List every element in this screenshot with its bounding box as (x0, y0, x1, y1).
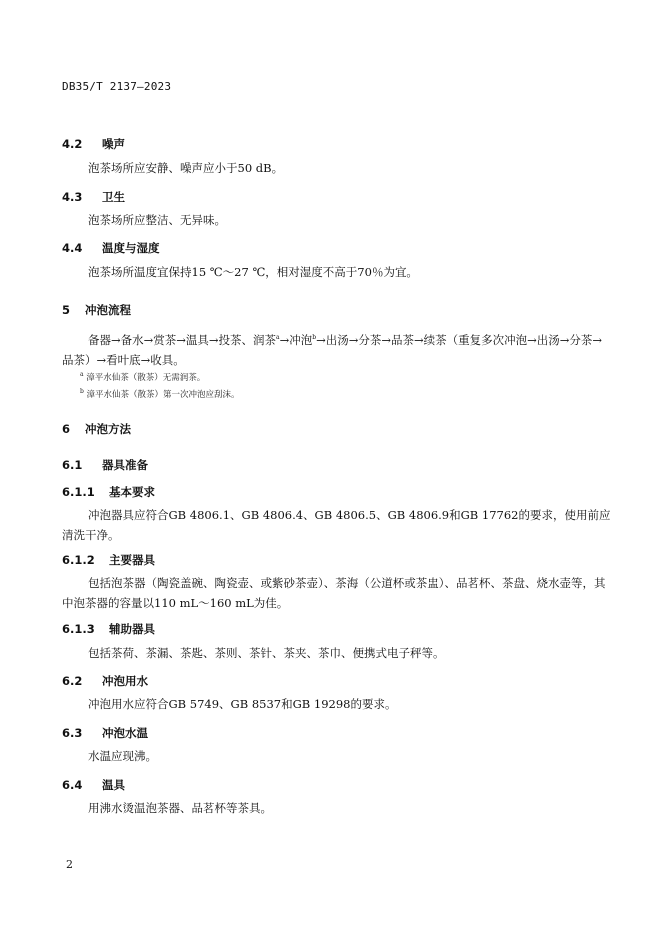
section-title: 器具准备 (102, 458, 148, 472)
page-number: 2 (66, 858, 73, 871)
section-title: 主要器具 (109, 553, 155, 567)
section-title: 温度与湿度 (102, 241, 160, 255)
footnote-ref-a: a (276, 334, 280, 342)
section-number: 4.2 (62, 137, 83, 151)
section-title: 冲泡用水 (102, 674, 148, 688)
section-6-4-text: 用沸水烫温泡茶器、品茗杯等茶具。 (88, 801, 272, 815)
section-title: 冲泡水温 (102, 726, 148, 740)
section-number: 6.2 (62, 674, 83, 688)
section-4-3-heading (62, 189, 125, 205)
section-title: 温具 (102, 778, 125, 792)
flow-part: →冲泡 (279, 333, 313, 347)
section-6-1-3-text: 包括茶荷、茶漏、茶匙、茶则、茶针、茶夹、茶巾、便携式电子秤等。 (88, 646, 445, 660)
section-4-2-heading (62, 136, 125, 152)
section-title: 冲泡流程 (85, 303, 131, 317)
section-title: 基本要求 (109, 485, 155, 499)
section-number: 4.3 (62, 190, 83, 204)
footnote-text: 漳平水仙茶（散茶）无需润茶。 (86, 373, 206, 383)
section-title: 噪声 (102, 137, 125, 151)
section-6-1-heading (62, 457, 148, 473)
section-6-3-heading (62, 725, 148, 741)
footnote-text: 漳平水仙茶（散茶）第一次冲泡应刮沫。 (86, 390, 240, 400)
section-6-1-1-text: 冲泡器具应符合GB 4806.1、GB 4806.4、GB 4806.5、GB 4806.9和GB 17762的要求，使用前应清洗干净。 (62, 508, 611, 542)
flow-part: 备器→备水→赏茶→温具→投茶、润茶 (88, 333, 277, 347)
section-number: 6 (62, 422, 71, 436)
section-number: 6.1 (62, 458, 83, 472)
section-6-1-1-heading (62, 484, 155, 500)
section-4-3-text: 泡茶场所应整洁、无异味。 (88, 213, 226, 227)
section-number: 6.3 (62, 726, 83, 740)
section-4-2-text: 泡茶场所应安静、噪声应小于50 dB。 (88, 161, 284, 175)
footnote-ref-b: b (312, 334, 317, 342)
section-number: 6.1.1 (62, 485, 95, 499)
section-4-4-text: 泡茶场所温度宜保持15 ℃～27 ℃，相对湿度不高于70％为宜。 (88, 265, 418, 279)
section-title: 冲泡方法 (85, 422, 131, 436)
section-number: 6.1.3 (62, 622, 95, 636)
footnote-mark: b (80, 388, 84, 396)
section-6-heading (62, 421, 131, 437)
brewing-flow-text (62, 330, 612, 370)
section-6-4-heading (62, 777, 125, 793)
section-6-2-heading (62, 673, 148, 689)
section-5-heading (62, 302, 131, 318)
section-6-1-2-heading (62, 552, 155, 568)
section-6-2-text: 冲泡用水应符合GB 5749、GB 8537和GB 19298的要求。 (88, 697, 397, 711)
footnote-a (80, 371, 205, 383)
section-4-4-heading (62, 240, 160, 256)
section-number: 4.4 (62, 241, 83, 255)
document-code-header: DB35/T 2137—2023 (62, 80, 172, 93)
footnote-b (80, 388, 240, 400)
section-number: 6.1.2 (62, 553, 95, 567)
section-6-3-text: 水温应现沸。 (88, 749, 157, 763)
flow-part: →出汤→分茶→品茶→续茶（重复多次冲泡→出汤→分茶→品茶）→看叶底→收具。 (62, 333, 603, 367)
footnote-mark: a (80, 371, 84, 379)
section-6-1-2-text: 包括泡茶器（陶瓷盖碗、陶瓷壶、或紫砂茶壶）、茶海（公道杯或茶盅）、品茗杯、茶盘、烧水壶等，其中泡茶器的容量以110 mL～160 mL为佳。 (62, 576, 606, 610)
section-number: 6.4 (62, 778, 83, 792)
section-title: 卫生 (102, 190, 125, 204)
section-number: 5 (62, 303, 71, 317)
section-6-1-3-heading (62, 621, 155, 637)
section-title: 辅助器具 (109, 622, 155, 636)
